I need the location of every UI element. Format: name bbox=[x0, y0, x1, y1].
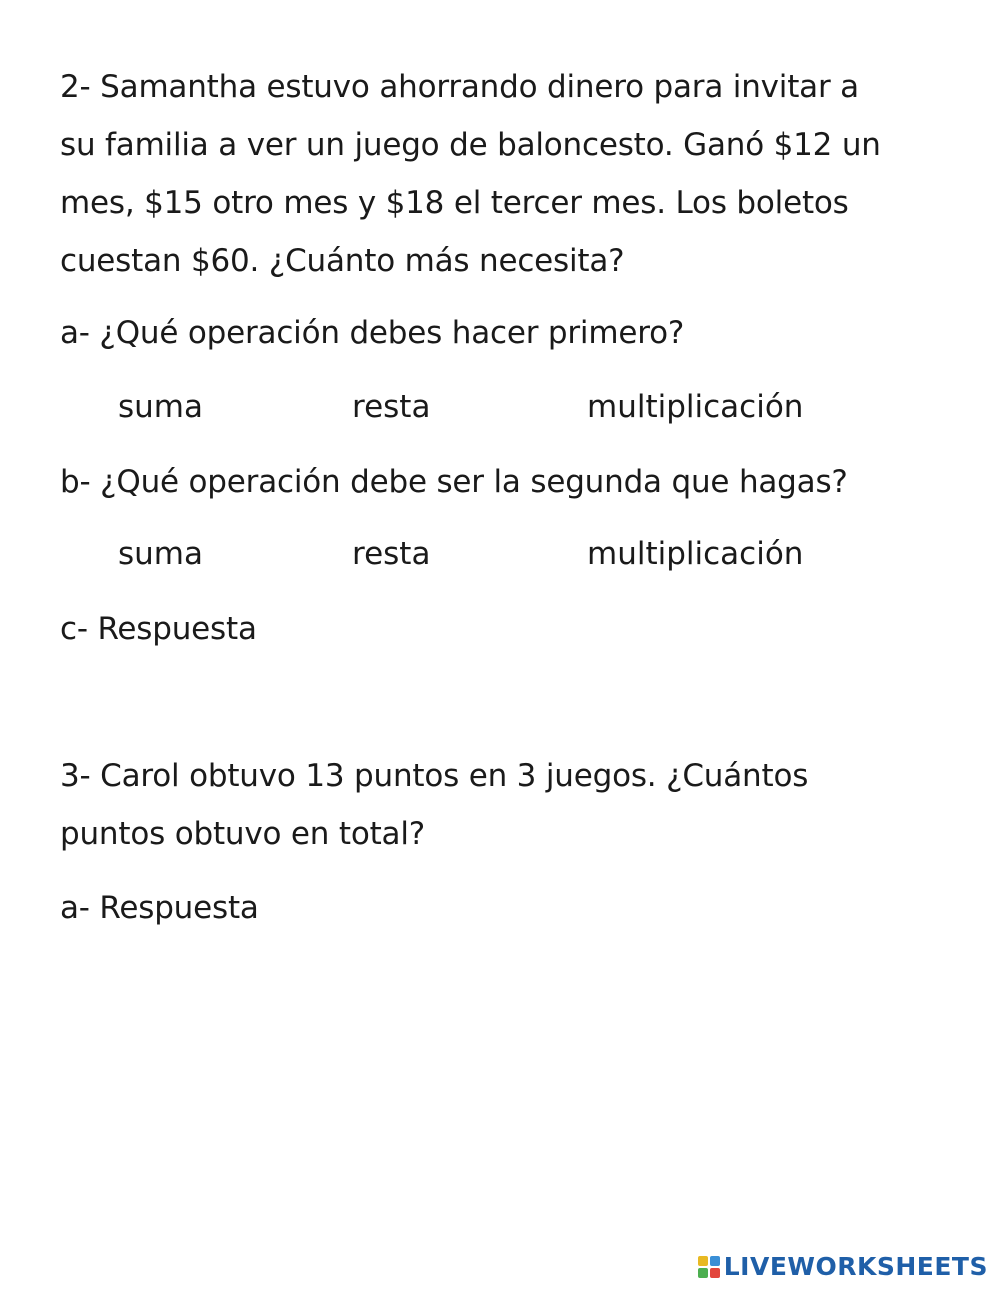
liveworksheets-icon bbox=[698, 1256, 720, 1278]
question-3a-prompt: a- Respuesta bbox=[60, 890, 259, 926]
question-2b-prompt: b- ¿Qué operación debe ser la segunda que hagas? bbox=[60, 464, 848, 500]
question-2a-option-suma[interactable]: suma bbox=[118, 389, 203, 425]
question-3a-answer-field[interactable] bbox=[290, 885, 594, 931]
question-3-line-1: 3- Carol obtuvo 13 puntos en 3 juegos. ¿Cuántos bbox=[60, 758, 809, 794]
logo-square-2 bbox=[710, 1256, 720, 1266]
liveworksheets-logo bbox=[698, 1253, 988, 1281]
question-2b-option-suma[interactable]: suma bbox=[118, 536, 203, 572]
question-2b-option-multiplicacion[interactable]: multiplicación bbox=[587, 536, 804, 572]
liveworksheets-brand-text: LIVEWORKSHEETS bbox=[723, 1252, 988, 1281]
question-2b-option-resta[interactable]: resta bbox=[352, 536, 431, 572]
logo-square-1 bbox=[698, 1256, 708, 1266]
logo-square-3 bbox=[698, 1268, 708, 1278]
question-2-line-4: cuestan $60. ¿Cuánto más necesita? bbox=[60, 243, 625, 279]
question-2a-option-multiplicacion[interactable]: multiplicación bbox=[587, 389, 804, 425]
question-2a-prompt: a- ¿Qué operación debes hacer primero? bbox=[60, 315, 685, 351]
question-2c-prompt: c- Respuesta bbox=[60, 611, 257, 647]
question-2a-option-resta[interactable]: resta bbox=[352, 389, 431, 425]
question-3-line-2: puntos obtuvo en total? bbox=[60, 816, 426, 852]
question-2c-answer-field[interactable] bbox=[290, 606, 594, 652]
question-2-line-3: mes, $15 otro mes y $18 el tercer mes. Los boletos bbox=[60, 185, 849, 221]
logo-square-4 bbox=[710, 1268, 720, 1278]
question-2-line-1: 2- Samantha estuvo ahorrando dinero para invitar a bbox=[60, 69, 859, 105]
question-2-line-2: su familia a ver un juego de baloncesto. Ganó $12 un bbox=[60, 127, 881, 163]
